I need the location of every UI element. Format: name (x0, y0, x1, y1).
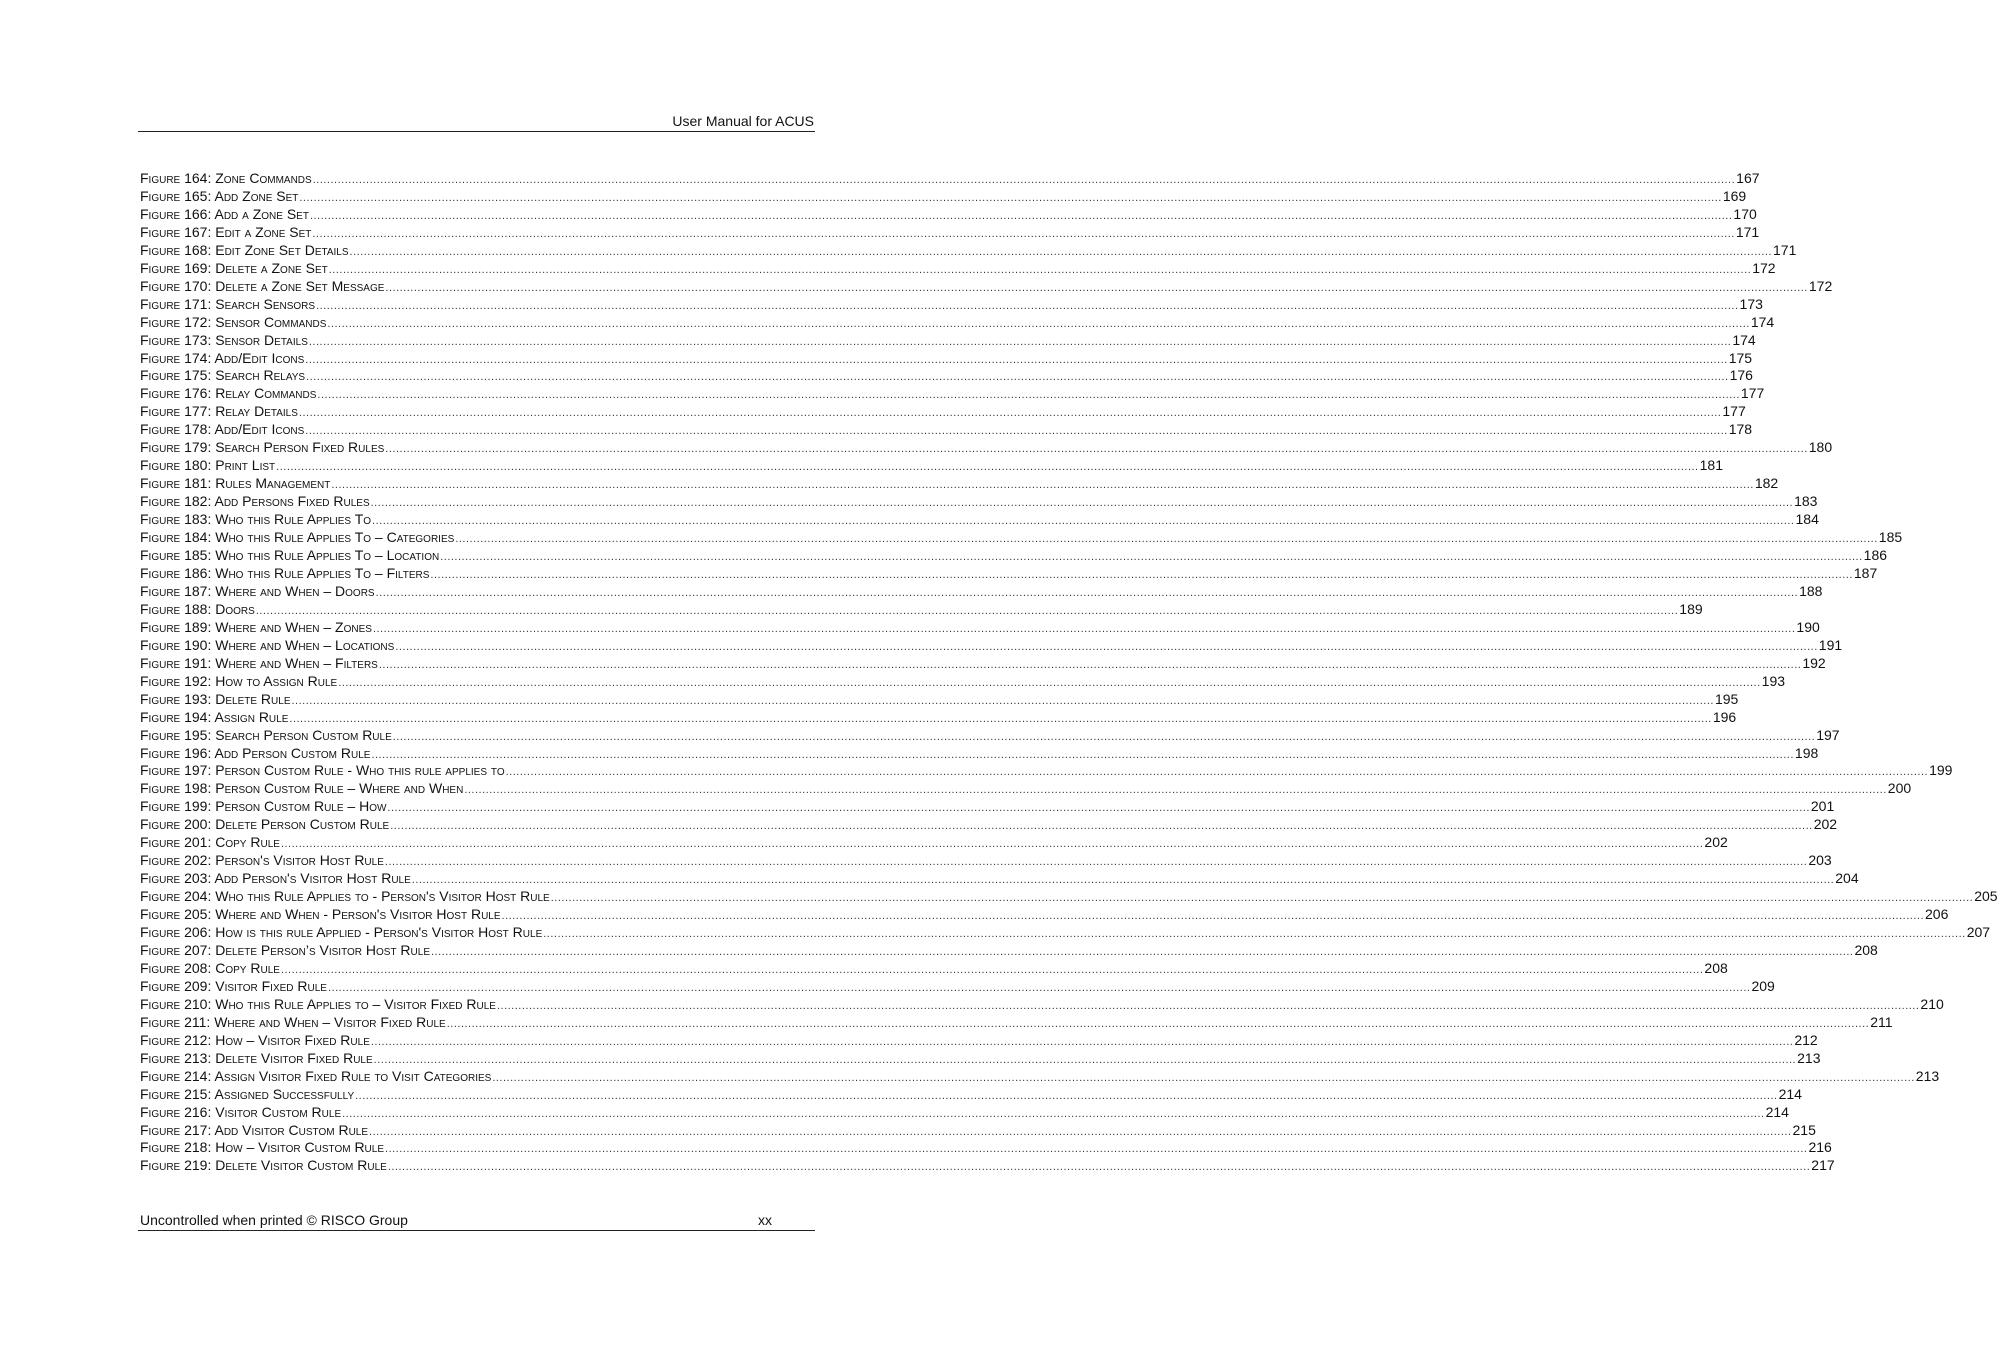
toc-entry-label: Figure 209: Visitor Fixed Rule (140, 977, 327, 994)
toc-entry-page: 169 (1722, 187, 1747, 204)
dot-leader: ................................................................................................................................................................................................................................................................................................................................................................................................................ (280, 963, 1704, 976)
toc-entry (140, 277, 1833, 296)
toc-entry-page: 186 (1863, 547, 1888, 564)
toc-entry-label: Figure 184: Who this Rule Applies To – Categories (140, 529, 455, 546)
toc-entry-page: 175 (1728, 349, 1753, 366)
toc-entry (140, 205, 1757, 224)
toc-entry-page: 182 (1754, 475, 1779, 492)
toc-entry-page: 213 (1797, 1049, 1821, 1066)
toc-entry-label: Figure 180: Print List (140, 457, 276, 474)
toc-entry-page: 177 (1722, 403, 1746, 420)
toc-entry (140, 780, 1912, 798)
dot-leader: ................................................................................................................................................................................................................................................................................................................................................................................................................ (312, 227, 1735, 240)
dot-leader: ................................................................................................................................................................................................................................................................................................................................................................................................................ (370, 497, 1794, 510)
toc-entry-page: 202 (1704, 834, 1728, 851)
toc-entry-label: Figure 203: Add Person's Visitor Host Rule (140, 870, 411, 887)
toc-entry (140, 888, 1998, 906)
toc-entry (140, 1013, 1893, 1032)
toc-entry-label: Figure 175: Search Relays (140, 367, 306, 384)
running-header: User Manual for ACUS (672, 113, 814, 129)
dot-leader: ................................................................................................................................................................................................................................................................................................................................................................................................................ (312, 174, 1736, 186)
toc-entry (140, 1031, 1818, 1050)
toc-entry-page: 184 (1795, 511, 1819, 528)
toc-entry-page: 192 (1802, 654, 1826, 671)
toc-entry-label: Figure 195: Search Person Custom Rule (140, 726, 392, 743)
toc-entry-page: 216 (1808, 1139, 1832, 1156)
dot-leader: ................................................................................................................................................................................................................................................................................................................................................................................................................ (299, 191, 1722, 204)
dot-leader: ................................................................................................................................................................................................................................................................................................................................................................................................................ (430, 568, 1853, 581)
toc-entry-label: Figure 183: Who this Rule Applies To (140, 511, 372, 528)
toc-entry-label: Figure 200: Delete Person Custom Rule (140, 816, 390, 833)
toc-entry (140, 1085, 1802, 1104)
toc-entry-label: Figure 204: Who this Rule Applies to - Person's Visitor Host Rule (140, 888, 550, 905)
toc-entry-label: Figure 213: Delete Visitor Fixed Rule (140, 1049, 373, 1066)
dot-leader: ................................................................................................................................................................................................................................................................................................................................................................................................................ (316, 299, 1739, 312)
toc-entry (140, 1067, 1940, 1086)
toc-entry-page: 208 (1854, 941, 1878, 958)
toc-entry-page: 214 (1778, 1085, 1802, 1102)
footer-copyright: Uncontrolled when printed © RISCO Group (140, 1212, 408, 1228)
toc-entry (140, 564, 1878, 583)
dot-leader: ................................................................................................................................................................................................................................................................................................................................................................................................................ (276, 461, 1699, 474)
toc-entry-page: 214 (1765, 1103, 1789, 1120)
toc-entry-page: 199 (1929, 762, 1953, 779)
dot-leader: ................................................................................................................................................................................................................................................................................................................................................................................................................ (550, 892, 1974, 905)
dot-leader: ................................................................................................................................................................................................................................................................................................................................................................................................................ (375, 586, 1799, 599)
toc-entry (140, 941, 1878, 960)
toc-entry-page: 193 (1761, 672, 1786, 689)
toc-entry (140, 367, 1753, 385)
toc-entry (140, 1103, 1789, 1122)
toc-entry (140, 1049, 1821, 1068)
toc-entry (140, 618, 1820, 637)
dot-leader: ................................................................................................................................................................................................................................................................................................................................................................................................................ (385, 281, 1808, 294)
toc-entry-label: Figure 173: Sensor Details (140, 331, 308, 348)
toc-entry-label: Figure 196: Add Person Custom Rule (140, 744, 371, 761)
toc-entry-label: Figure 192: How to Assign Rule (140, 672, 338, 689)
dot-leader: ................................................................................................................................................................................................................................................................................................................................................................................................................ (342, 1107, 1765, 1120)
toc-entry-page: 198 (1794, 744, 1819, 761)
toc-entry (140, 762, 1953, 780)
toc-entry (140, 385, 1765, 403)
toc-entry-label: Figure 166: Add a Zone Set (140, 205, 309, 222)
dot-leader: ................................................................................................................................................................................................................................................................................................................................................................................................................ (338, 676, 1761, 689)
toc-entry-label: Figure 167: Edit a Zone Set (140, 223, 312, 240)
toc-entry-page: 173 (1739, 295, 1763, 312)
footer-divider (138, 1230, 815, 1231)
toc-entry (140, 690, 1739, 709)
toc-entry-label: Figure 181: Rules Management (140, 475, 331, 492)
dot-leader: ................................................................................................................................................................................................................................................................................................................................................................................................................ (349, 245, 1772, 258)
toc-entry-label: Figure 201: Copy Rule (140, 834, 280, 851)
dot-leader: ................................................................................................................................................................................................................................................................................................................................................................................................................ (305, 353, 1728, 366)
toc-entry-label: Figure 178: Add/Edit Icons (140, 421, 305, 438)
dot-leader: ................................................................................................................................................................................................................................................................................................................................................................................................................ (255, 604, 1679, 617)
toc-entry (140, 708, 1737, 727)
dot-leader: ................................................................................................................................................................................................................................................................................................................................................................................................................ (455, 533, 1878, 546)
dot-leader: ................................................................................................................................................................................................................................................................................................................................................................................................................ (505, 766, 1929, 779)
toc-entry (140, 187, 1747, 206)
toc-entry (140, 223, 1760, 242)
dot-leader: ................................................................................................................................................................................................................................................................................................................................................................................................................ (370, 1035, 1794, 1048)
dot-leader: ................................................................................................................................................................................................................................................................................................................................................................................................................ (373, 1053, 1797, 1066)
dot-leader: ................................................................................................................................................................................................................................................................................................................................................................................................................ (390, 820, 1813, 833)
toc-entry (140, 313, 1775, 332)
toc-entry-page: 210 (1920, 995, 1944, 1012)
toc-entry (140, 349, 1753, 368)
toc-entry-page: 204 (1835, 870, 1859, 887)
toc-entry (140, 170, 1760, 188)
toc-entry-page: 197 (1816, 726, 1840, 743)
toc-entry (140, 511, 1819, 529)
toc-entry (140, 475, 1779, 493)
toc-entry (140, 600, 1703, 619)
dot-leader: ................................................................................................................................................................................................................................................................................................................................................................................................................ (496, 999, 1920, 1012)
dot-leader: ................................................................................................................................................................................................................................................................................................................................................................................................................ (411, 874, 1835, 887)
dot-leader: ................................................................................................................................................................................................................................................................................................................................................................................................................ (306, 371, 1729, 384)
toc-entry-label: Figure 186: Who this Rule Applies To – Filters (140, 564, 430, 581)
toc-entry (140, 852, 1832, 870)
toc-entry (140, 959, 1728, 978)
toc-entry-page: 212 (1794, 1031, 1818, 1048)
toc-entry-page: 200 (1887, 780, 1912, 797)
toc-entry-label: Figure 172: Sensor Commands (140, 313, 327, 330)
toc-entry-page: 187 (1853, 564, 1878, 581)
toc-entry-page: 172 (1752, 259, 1776, 276)
dot-leader: ................................................................................................................................................................................................................................................................................................................................................................................................................ (385, 1143, 1808, 1156)
toc-entry-label: Figure 218: How – Visitor Custom Rule (140, 1139, 385, 1156)
toc-entry-label: Figure 169: Delete a Zone Set (140, 259, 328, 276)
toc-entry (140, 241, 1797, 260)
toc-entry-page: 207 (1966, 924, 1991, 941)
dot-leader: ................................................................................................................................................................................................................................................................................................................................................................................................................ (384, 856, 1808, 869)
toc-entry (140, 259, 1776, 278)
toc-entry-label: Figure 171: Search Sensors (140, 295, 316, 312)
dot-leader: ................................................................................................................................................................................................................................................................................................................................................................................................................ (395, 640, 1818, 653)
toc-entry-label: Figure 188: Doors (140, 600, 255, 617)
table-of-figures (140, 170, 1998, 1175)
toc-entry (140, 636, 1843, 655)
dot-leader: ................................................................................................................................................................................................................................................................................................................................................................................................................ (372, 622, 1796, 635)
toc-entry (140, 439, 1833, 457)
toc-entry-page: 188 (1799, 582, 1823, 599)
toc-entry (140, 457, 1723, 475)
toc-entry-label: Figure 185: Who this Rule Applies To – Location (140, 547, 440, 564)
toc-entry (140, 672, 1786, 691)
toc-entry-label: Figure 210: Who this Rule Applies to – Visitor Fixed Rule (140, 995, 496, 1012)
dot-leader: ................................................................................................................................................................................................................................................................................................................................................................................................................ (440, 551, 1863, 564)
toc-entry-label: Figure 174: Add/Edit Icons (140, 349, 305, 366)
dot-leader: ................................................................................................................................................................................................................................................................................................................................................................................................................ (446, 1017, 1870, 1030)
dot-leader: ................................................................................................................................................................................................................................................................................................................................................................................................................ (378, 658, 1802, 671)
dot-leader: ................................................................................................................................................................................................................................................................................................................................................................................................................ (317, 389, 1740, 402)
dot-leader: ................................................................................................................................................................................................................................................................................................................................................................................................................ (387, 802, 1810, 815)
dot-leader: ................................................................................................................................................................................................................................................................................................................................................................................................................ (309, 209, 1733, 222)
toc-entry-label: Figure 194: Assign Rule (140, 708, 289, 725)
dot-leader: ................................................................................................................................................................................................................................................................................................................................................................................................................ (305, 425, 1728, 438)
toc-entry-label: Figure 197: Person Custom Rule - Who this rule applies to (140, 762, 505, 779)
toc-entry (140, 582, 1823, 601)
toc-entry (140, 1157, 1835, 1175)
toc-entry-page: 178 (1728, 421, 1753, 438)
toc-entry-page: 206 (1925, 906, 1949, 923)
toc-entry-label: Figure 168: Edit Zone Set Details (140, 241, 349, 258)
toc-entry-label: Figure 215: Assigned Successfully (140, 1085, 355, 1102)
toc-entry (140, 726, 1840, 745)
toc-entry-label: Figure 170: Delete a Zone Set Message (140, 277, 385, 294)
dot-leader: ................................................................................................................................................................................................................................................................................................................................................................................................................ (291, 694, 1714, 707)
toc-entry-page: 171 (1773, 241, 1797, 258)
toc-entry-page: 217 (1811, 1157, 1835, 1174)
dot-leader: ................................................................................................................................................................................................................................................................................................................................................................................................................ (327, 317, 1750, 330)
toc-entry-label: Figure 216: Visitor Custom Rule (140, 1103, 342, 1120)
toc-entry-page: 189 (1679, 600, 1703, 617)
toc-entry-page: 171 (1735, 223, 1760, 240)
toc-entry-label: Figure 205: Where and When - Person's Visitor Host Rule (140, 906, 501, 923)
toc-entry (140, 977, 1775, 996)
dot-leader: ................................................................................................................................................................................................................................................................................................................................................................................................................ (308, 335, 1732, 348)
dot-leader: ................................................................................................................................................................................................................................................................................................................................................................................................................ (431, 945, 1854, 958)
toc-entry-page: 205 (1974, 888, 1998, 905)
toc-entry (140, 834, 1728, 852)
toc-entry-label: Figure 207: Delete Person’s Visitor Host Rule (140, 941, 430, 958)
toc-entry (140, 295, 1763, 314)
toc-entry-label: Figure 217: Add Visitor Custom Rule (140, 1121, 369, 1138)
toc-entry (140, 331, 1756, 350)
toc-entry (140, 906, 1949, 924)
toc-entry (140, 403, 1746, 421)
toc-entry-label: Figure 164: Zone Commands (140, 170, 312, 186)
toc-entry-page: 172 (1808, 277, 1833, 294)
toc-entry-label: Figure 191: Where and When – Filters (140, 654, 378, 671)
dot-leader: ................................................................................................................................................................................................................................................................................................................................................................................................................ (298, 407, 1722, 420)
dot-leader: ................................................................................................................................................................................................................................................................................................................................................................................................................ (392, 730, 1816, 743)
toc-entry-label: Figure 212: How – Visitor Fixed Rule (140, 1031, 370, 1048)
toc-entry (140, 924, 1991, 942)
toc-entry-label: Figure 165: Add Zone Set (140, 187, 299, 204)
toc-entry-page: 170 (1733, 205, 1757, 222)
toc-entry (140, 1121, 1816, 1140)
toc-entry (140, 870, 1859, 888)
toc-entry-label: Figure 187: Where and When – Doors (140, 582, 375, 599)
dot-leader: ................................................................................................................................................................................................................................................................................................................................................................................................................ (280, 838, 1704, 851)
toc-entry (140, 1139, 1832, 1157)
dot-leader: ................................................................................................................................................................................................................................................................................................................................................................................................................ (372, 515, 1795, 528)
toc-entry-label: Figure 206: How is this rule Applied - Person's Visitor Host Rule (140, 924, 543, 941)
toc-entry-page: 202 (1813, 816, 1838, 833)
dot-leader: ................................................................................................................................................................................................................................................................................................................................................................................................................ (371, 748, 1794, 761)
toc-entry-page: 213 (1915, 1067, 1940, 1084)
dot-leader: ................................................................................................................................................................................................................................................................................................................................................................................................................ (492, 1071, 1915, 1084)
toc-entry (140, 744, 1819, 763)
toc-entry-label: Figure 189: Where and When – Zones (140, 618, 372, 635)
toc-entry-page: 215 (1792, 1121, 1816, 1138)
dot-leader: ................................................................................................................................................................................................................................................................................................................................................................................................................ (355, 1089, 1778, 1102)
dot-leader: ................................................................................................................................................................................................................................................................................................................................................................................................................ (327, 981, 1751, 994)
toc-entry-label: Figure 219: Delete Visitor Custom Rule (140, 1157, 387, 1174)
toc-entry-page: 211 (1870, 1013, 1893, 1030)
toc-entry-page: 196 (1712, 708, 1737, 725)
toc-entry (140, 816, 1838, 834)
toc-entry-label: Figure 198: Person Custom Rule – Where and When (140, 780, 464, 797)
dot-leader: ................................................................................................................................................................................................................................................................................................................................................................................................................ (385, 443, 1808, 456)
toc-entry-page: 209 (1751, 977, 1775, 994)
toc-entry-label: Figure 182: Add Persons Fixed Rules (140, 493, 370, 510)
toc-entry-page: 203 (1808, 852, 1832, 869)
toc-entry (140, 547, 1888, 565)
page-footer (140, 1211, 772, 1229)
toc-entry-label: Figure 214: Assign Visitor Fixed Rule to Visit Categories (140, 1067, 492, 1084)
toc-entry (140, 421, 1753, 439)
toc-entry-page: 177 (1740, 385, 1765, 402)
footer-page-number: xx (758, 1212, 772, 1228)
toc-entry-label: Figure 208: Copy Rule (140, 959, 280, 976)
toc-entry-page: 174 (1750, 313, 1775, 330)
dot-leader: ................................................................................................................................................................................................................................................................................................................................................................................................................ (387, 1161, 1811, 1174)
toc-entry-page: 191 (1818, 636, 1843, 653)
dot-leader: ................................................................................................................................................................................................................................................................................................................................................................................................................ (289, 712, 1712, 725)
toc-entry-label: Figure 199: Person Custom Rule – How (140, 798, 387, 815)
toc-entry-label: Figure 211: Where and When – Visitor Fixed Rule (140, 1013, 446, 1030)
toc-entry (140, 493, 1818, 511)
toc-entry-page: 181 (1699, 457, 1723, 474)
toc-entry (140, 798, 1835, 816)
toc-entry-label: Figure 176: Relay Commands (140, 385, 317, 402)
toc-entry-label: Figure 190: Where and When – Locations (140, 636, 395, 653)
toc-entry-page: 208 (1704, 959, 1728, 976)
toc-entry-page: 183 (1794, 493, 1818, 510)
toc-entry-page: 167 (1736, 170, 1760, 186)
dot-leader: ................................................................................................................................................................................................................................................................................................................................................................................................................ (331, 479, 1754, 492)
header-divider (138, 131, 815, 132)
toc-entry-label: Figure 179: Search Person Fixed Rules (140, 439, 385, 456)
toc-entry (140, 995, 1944, 1014)
dot-leader: ................................................................................................................................................................................................................................................................................................................................................................................................................ (369, 1125, 1792, 1138)
toc-entry-label: Figure 202: Person's Visitor Host Rule (140, 852, 384, 869)
toc-entry-page: 201 (1810, 798, 1835, 815)
dot-leader: ................................................................................................................................................................................................................................................................................................................................................................................................................ (543, 928, 1966, 941)
dot-leader: ................................................................................................................................................................................................................................................................................................................................................................................................................ (501, 910, 1925, 923)
dot-leader: ................................................................................................................................................................................................................................................................................................................................................................................................................ (464, 784, 1887, 797)
toc-entry-page: 180 (1808, 439, 1833, 456)
toc-entry-page: 190 (1796, 618, 1820, 635)
toc-entry-page: 176 (1729, 367, 1753, 384)
dot-leader: ................................................................................................................................................................................................................................................................................................................................................................................................................ (328, 263, 1752, 276)
toc-entry-label: Figure 193: Delete Rule (140, 690, 291, 707)
toc-entry-label: Figure 177: Relay Details (140, 403, 298, 420)
toc-entry (140, 654, 1826, 673)
toc-entry-page: 195 (1714, 690, 1739, 707)
toc-entry (140, 529, 1903, 547)
toc-entry-page: 185 (1878, 529, 1903, 546)
toc-entry-page: 174 (1732, 331, 1756, 348)
